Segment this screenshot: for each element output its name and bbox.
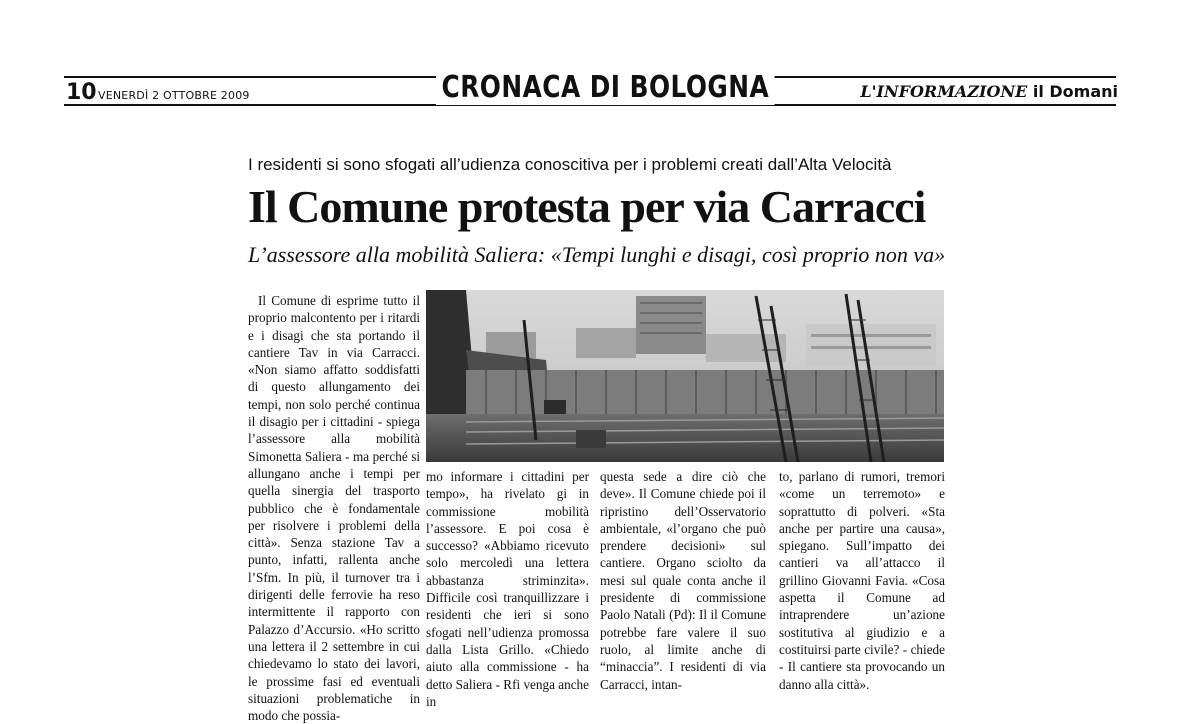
article-column-3: questa sede a dire ciò che deve». Il Comune chiede poi il ripristino dell’Osservatorio ambientale, «l’organo che può prendere decisioni» sul cantiere. Organo sciolto da mesi sul quale conta anche il presidente di commissione Paolo Natali (Pd): Il il Comune potrebbe fare valere il suo ruolo, al limite anche di “minaccia”. I residenti di via Carracci, intan- xyxy=(600,469,766,692)
railway-construction-photo xyxy=(426,290,944,462)
article-column-2: mo informare i cittadini per tempo», ha rivelato gi in commissione mobilità l’assessore. E poi cosa è successo? «Abbiamo ricevuto solo mercoledì una lettera abbastanza striminzita». Difficile così tranquillizzare i residenti che ieri si sono sfogati nell’udienza promossa dalla Lista Grillo. «Chiedo aiuto alla commissione - ha detto Saliera - Rfi venga anche in xyxy=(426,469,589,709)
brand-name: L'INFORMAZIONE xyxy=(860,82,1028,101)
issue-date: VENERDÌ 2 OTTOBRE 2009 xyxy=(98,89,250,102)
article-subhead: L’assessore alla mobilità Saliera: «Tempi lunghi e disagi, così proprio non va» xyxy=(248,242,946,267)
newspaper-brand xyxy=(860,82,1118,101)
page-number: 10 xyxy=(66,80,97,105)
article-photo xyxy=(426,290,944,462)
article-headline: Il Comune protesta per via Carracci xyxy=(248,181,926,232)
article-column-4: to, parlano di rumori, tremori «come un terremoto» e soprattutto di polveri. «Sta anche per partire una causa», spiegano. Sull’impatto dei cantieri va all’attacco il grillino Giovanni Favia. «Cosa aspetta il Comune ad intraprendere un’azione sostitutiva al giudizio e a costituirsi parte civile? - chiede - Il cantiere sta provocando un danno alla città». xyxy=(779,469,945,692)
article-column-1: Il Comune di esprime tutto il proprio malcontento per i ritardi e i disagi che sta portando il cantiere Tav in via Carracci. «Non siamo affatto soddisfatti di questo allungamento dei tempi, non solo perché continua il disagio per i cittadini - spiega l’assessore alla mobilità Simonetta Saliera - ma perché si allungano anche i tempi per quella sinergia del trasporto pubblico che è fondamentale per risolvere i problemi della città». Senza stazione Tav a punto, infatti, rallenta anche l’Sfm. In più, il turnover tra i dirigenti delle ferrovie ha reso intermittente il rapporto con Palazzo d’Accursio. «Ho scritto una lettera il 2 settembre in cui chiedevamo lo stato dei lavori, le prossime fasi ed eventuali situazioni problematiche in modo che possia- xyxy=(248,293,420,724)
brand-name-suffix: il Domani xyxy=(1032,82,1118,101)
article-kicker: I residenti si sono sfogati all’udienza conoscitiva per i problemi creati dall’Alta Velocità xyxy=(248,155,892,174)
section-title: CRONACA DI BOLOGNA xyxy=(436,70,775,105)
